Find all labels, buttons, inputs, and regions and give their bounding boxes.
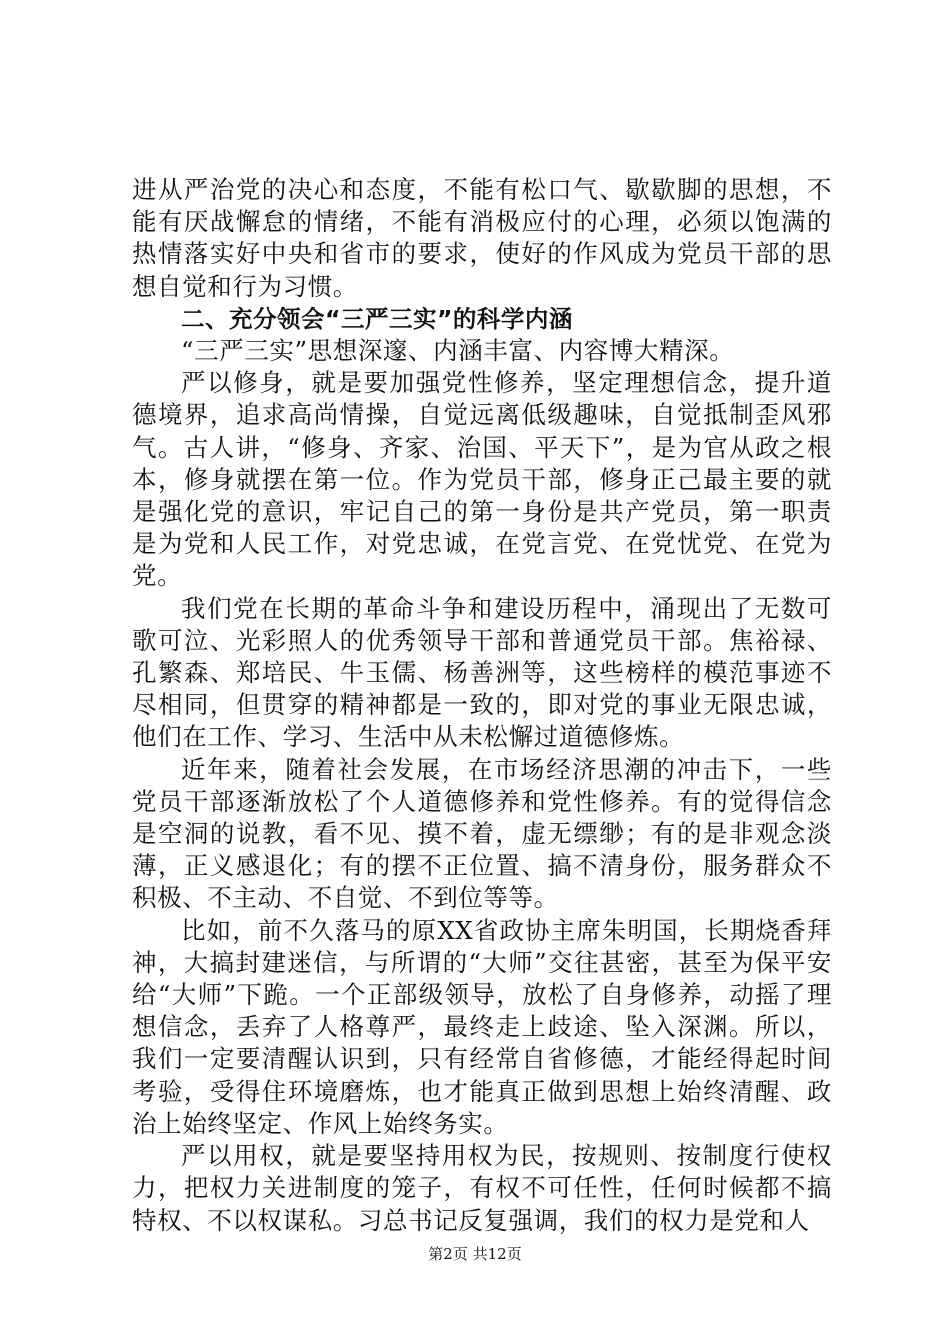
paragraph-role-models: 我们党在长期的革命斗争和建设历程中，涌现出了无数可歌可泣、光彩照人的优秀领导干部和普通党员干部。焦裕禄、孔繁森、郑培民、牛玉儒、杨善洲等，这些榜样的模范事迹不尽相同，但贯穿的精神都是一致的，即对党的事业无限忠诚，他们在工作、学习、生活中从未松懈过道德修炼。 (132, 593, 832, 752)
page-footer: 第2页 共12页 (428, 1245, 522, 1263)
document-body (132, 174, 832, 1237)
paragraph-intro: “三严三实”思想深邃、内涵丰富、内容博大精深。 (181, 336, 735, 366)
paragraph-continuation: 进从严治党的决心和态度，不能有松口气、歇歇脚的思想，不能有厌战懈怠的情绪，不能有消极应付的心理，必须以饱满的热情落实好中央和省市的要求，使好的作风成为党员干部的思想自觉和行为习惯。 (132, 175, 832, 301)
paragraph-use-of-power: 严以用权，就是要坚持用权为民，按规则、按制度行使权力，把权力关进制度的笼子，有权不可任性，任何时候都不搞特权、不以权谋私。习总书记反复强调，我们的权力是党和人 (132, 1141, 832, 1235)
paragraph-self-cultivation: 严以修身，就是要加强党性修养，坚定理想信念，提升道德境界，追求高尚情操，自觉远离低级趣味，自觉抵制歪风邪气。古人讲，“修身、齐家、治国、平天下”，是为官从政之根本，修身就摆在第一位。作为党员干部，修身正己最主要的就是强化党的意识，牢记自己的第一身份是共产党员，第一职责是为党和人民工作，对党忠诚，在党言党、在党忧党、在党为党。 (132, 368, 832, 591)
paragraph-example: 比如，前不久落马的原XX省政协主席朱明国，长期烧香拜神，大搞封建迷信，与所谓的“大师”交往甚密，甚至为保平安给“大师”下跪。一个正部级领导，放松了自身修养，动摇了理想信念，丢弃了人格尊严，最终走上歧途、坠入深渊。所以，我们一定要清醒认识到，只有经常自省修德，才能经得起时间考验，受得住环境磨炼，也才能真正做到思想上始终清醒、政治上始终坚定、作风上始终务实。 (132, 915, 832, 1138)
paragraph-recent-years: 近年来，随着社会发展，在市场经济思潮的冲击下，一些党员干部逐渐放松了个人道德修养和党性修养。有的觉得信念是空洞的说教，看不见、摸不着，虚无缥缈；有的是非观念淡薄，正义感退化；有的摆不正位置、搞不清身份，服务群众不积极、不主动、不自觉、不到位等等。 (132, 754, 832, 913)
section-heading: 二、充分领会“三严三实”的科学内涵 (181, 304, 573, 333)
